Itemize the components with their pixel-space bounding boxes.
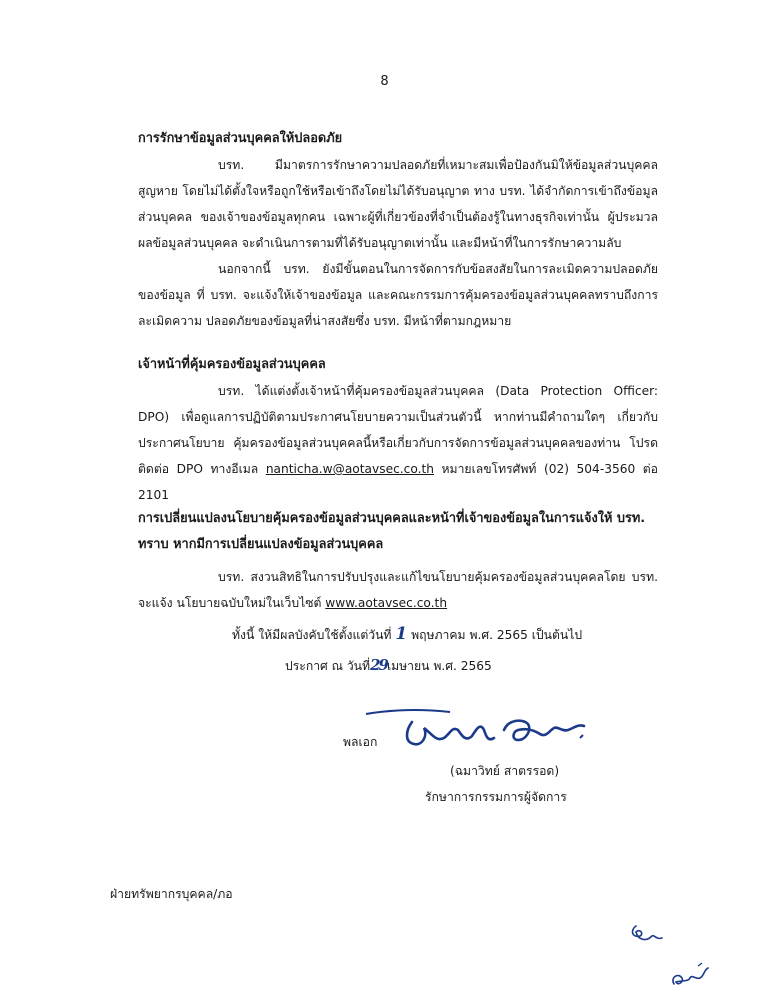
paragraph — [138, 378, 658, 508]
section-data-security — [138, 126, 658, 334]
announcement-date-line — [285, 656, 492, 676]
paragraph: นอกจากนี้ บรท. ยังมีขั้นตอนในการจัดการกับข้อสงสัยในการละเมิดความปลอดภัยของข้อมูล ที่ บรท. จะแจ้งให้เจ้าของข้อมูล และคณะกรรมการคุ้มครองข้อมูลส่วนบุคคลทราบถึงการละเมิดความ ปลอดภัยของข้อมูลที่น่าสงสัยซึ่ง บรท. มีหน้าที่ตามกฎหมาย — [138, 262, 658, 328]
initial-scribble — [626, 922, 666, 950]
signatory-name: (ฉมาวิทย์ สาตรรอด) — [450, 764, 560, 778]
paragraph: บรท. มีมาตรการรักษาความปลอดภัยที่เหมาะสมเพื่อป้องกันมิให้ข้อมูลส่วนบุคคลสูญหาย โดยไม่ได้ตั้งใจหรือถูกใช้หรือเข้าถึงโดยไม่ได้รับอนุญาต ทาง บรท. ได้จำกัดการเข้าถึงข้อมูลส่วนบุคคล ของเจ้าของข้อมูลทุกคน เฉพาะผู้ที่เกี่ยวข้องที่จำเป็นต้องรู้ในทางธุรกิจเท่านั้น ผู้ประมวลผลข้อมูลส่วนบุคคล จะดำเนินการตามที่ได้รับอนุญาตเท่านั้น และมีหน้าที่ในการรักษาความลับ — [138, 158, 658, 250]
section-heading: การรักษาข้อมูลส่วนบุคคลให้ปลอดภัย — [138, 131, 343, 146]
announcement-text: เมษายน พ.ศ. 2565 — [386, 659, 492, 673]
handwritten-day: 29 — [370, 656, 387, 674]
effective-text: ทั้งนี้ ให้มีผลบังคับใช้ตั้งแต่วันที่ — [232, 628, 392, 642]
handwritten-day: 1 — [395, 624, 408, 644]
section-policy-changes — [138, 506, 658, 616]
signature-image — [362, 700, 602, 760]
effective-date-line — [232, 624, 582, 645]
page-number: 8 — [380, 74, 389, 89]
department-footer: ฝ่ายทรัพยากรบุคคล/ภอ — [110, 887, 233, 901]
section-dpo — [138, 352, 658, 508]
initial-scribble — [668, 960, 716, 992]
website-link[interactable]: www.aotavsec.co.th — [325, 596, 448, 610]
paragraph-text: บรท. ได้แต่งตั้งเจ้าหน้าที่คุ้มครองข้อมูลส่วนบุคคล (Data Protection Officer: DPO) เพื่อดูแลการปฏิบัติตามประกาศนโยบายความเป็นส่วนตัวนี้ หากท่านมีคำถามใดๆ เกี่ยวกับประกาศนโยบาย คุ้มครองข้อมูลส่วนบุคคลนี้หรือเกี่ยวกับการจัดการข้อมูลส่วนบุคคลของท่าน โปรดติดต่อ DPO ทางอีเมล — [138, 384, 658, 476]
paragraph-text: บรท. สงวนสิทธิในการปรับปรุงและแก้ไขนโยบายคุ้มครองข้อมูลส่วนบุคคลโดย บรท. จะแจ้ง นโยบายฉบับใหม่ในเว็บไซต์ — [138, 570, 658, 610]
effective-text: พฤษภาคม พ.ศ. 2565 เป็นต้นไป — [411, 628, 583, 642]
dpo-email-link[interactable]: nanticha.w@aotavsec.co.th — [265, 462, 434, 476]
section-heading: เจ้าหน้าที่คุ้มครองข้อมูลส่วนบุคคล — [138, 357, 326, 372]
paragraph — [138, 564, 658, 616]
signatory-rank: พลเอก — [343, 735, 378, 749]
signatory-title: รักษาการกรรมการผู้จัดการ — [425, 790, 567, 804]
phone-text: หมายเลขโทรศัพท์ (02) 504-3560 ต่อ 2101 — [138, 462, 659, 502]
section-heading: การเปลี่ยนแปลงนโยบายคุ้มครองข้อมูลส่วนบุคคลและหน้าที่เจ้าของข้อมูลในการแจ้งให้ บรท. ทราบ หากมีการเปลี่ยนแปลงข้อมูลส่วนบุคคล — [138, 511, 646, 552]
announcement-text: ประกาศ ณ วันที่ — [285, 659, 371, 673]
